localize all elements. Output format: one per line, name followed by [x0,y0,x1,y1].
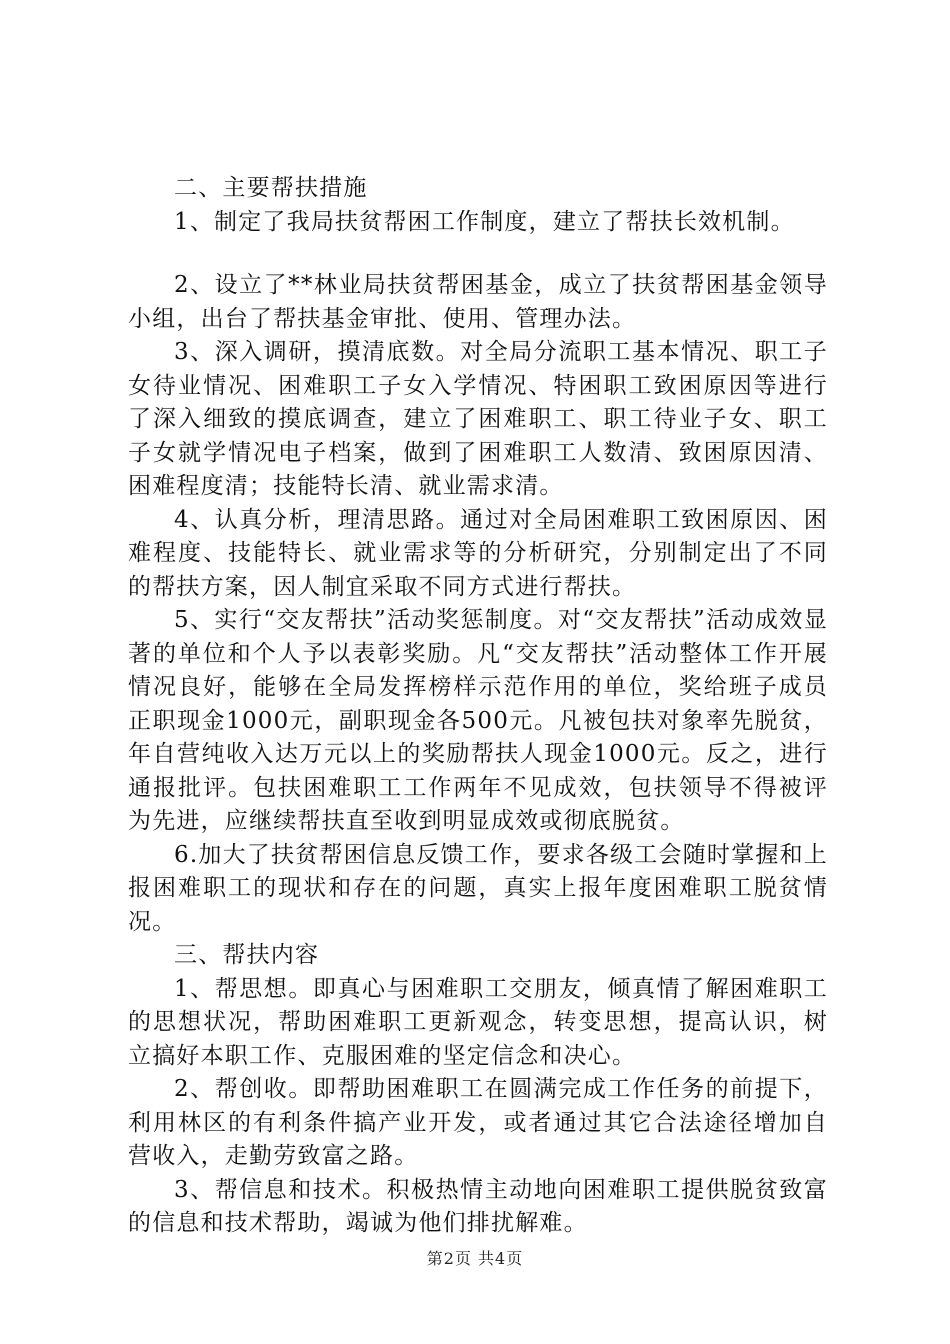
paragraph-measure-5: 5、实行“交友帮扶”活动奖惩制度。对“交友帮扶”活动成效显著的单位和个人予以表彰奖励。凡“交友帮扶”活动整体工作开展情况良好，能够在全局发挥榜样示范作用的单位，奖给班子成员正职现金1000元，副职现金各500元。凡被包扶对象率先脱贫，年自营纯收入达万元以上的奖励帮扶人现金1000元。反之，进行通报批评。包扶困难职工工作两年不见成效，包扶领导不得被评为先进，应继续帮扶直至收到明显成效或彻底脱贫。 [128,607,828,834]
paragraph-measure-3: 3、深入调研，摸清底数。对全局分流职工基本情况、职工子女待业情况、困难职工子女入学情况、特困职工致困原因等进行了深入细致的摸底调查，建立了困难职工、职工待业子女、职工子女就学情况电子档案，做到了困难职工人数清、致困原因清、困难程度清；技能特长清、就业需求清。 [128,339,828,499]
paragraph-measure-4: 4、认真分析，理清思路。通过对全局困难职工致困原因、困难程度、技能特长、就业需求等的分析研究，分别制定出了不同的帮扶方案，因人制宜采取不同方式进行帮扶。 [128,506,828,600]
section-heading-3: 三、帮扶内容 [174,942,320,968]
blank-line [128,239,828,269]
page-number-footer: 第2页 共4页 [426,1249,524,1268]
paragraph-content-2: 2、帮创收。即帮助困难职工在圆满完成工作任务的前提下，利用林区的有利条件搞产业开发，或者通过其它合法途径增加自营收入，走勤劳致富之路。 [128,1076,828,1169]
paragraph-measure-6: 6.加大了扶贫帮困信息反馈工作，要求各级工会随时掌握和上报困难职工的现状和存在的问题，真实上报年度困难职工脱贫情况。 [128,841,828,935]
paragraph-measure-1: 1、制定了我局扶贫帮困工作制度，建立了帮扶长效机制。 [174,208,795,235]
paragraph-content-3: 3、帮信息和技术。积极热情主动地向困难职工提供脱贫致富的信息和技术帮助，竭诚为他们排扰解难。 [128,1176,828,1236]
document-body [128,172,828,1241]
section-heading-2: 二、主要帮扶措施 [174,175,368,201]
paragraph-content-1: 1、帮思想。即真心与困难职工交朋友，倾真情了解困难职工的思想状况，帮助困难职工更新观念，转变思想，提高认识，树立搞好本职工作、克服困难的坚定信念和决心。 [128,975,828,1069]
paragraph-measure-2: 2、设立了**林业局扶贫帮困基金，成立了扶贫帮困基金领导小组，出台了帮扶基金审批、使用、管理办法。 [128,272,828,332]
